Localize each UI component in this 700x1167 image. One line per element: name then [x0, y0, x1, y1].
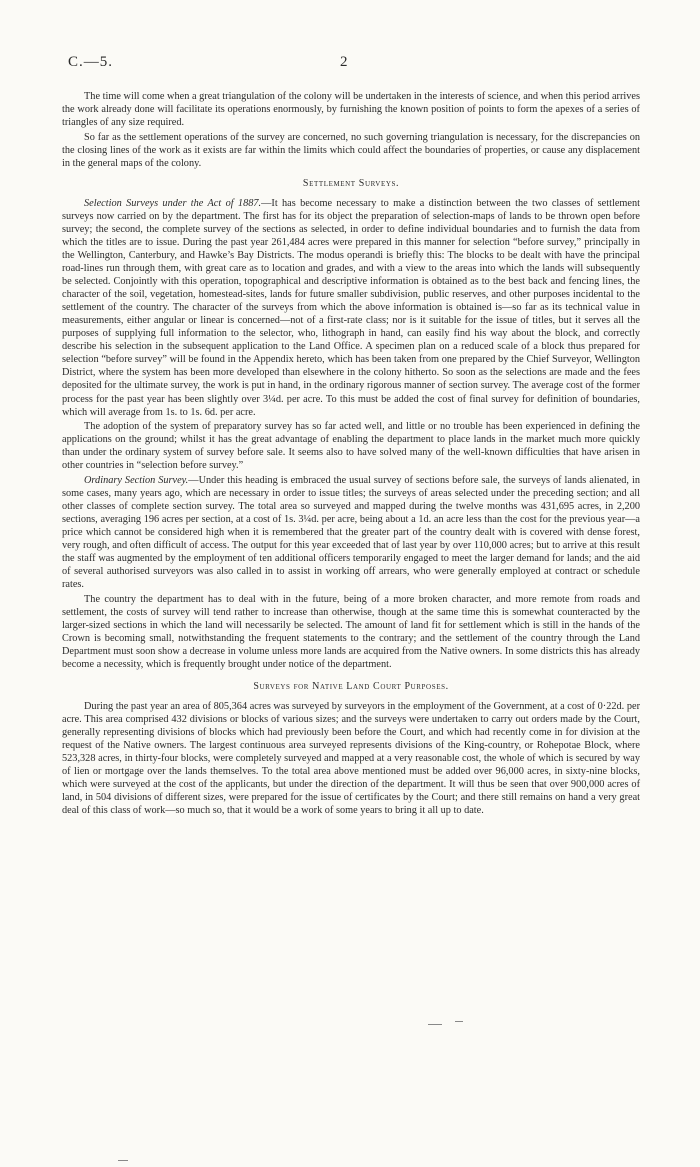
page-number: 2	[340, 54, 349, 70]
scan-mark	[118, 1160, 128, 1161]
section-heading-native-land-court: Surveys for Native Land Court Purposes.	[253, 681, 449, 693]
native-land-court-paragraph: During the past year an area of 805,364 acres was surveyed by surveyors in the employment of the Government, at a cost of 0·22d. per acre. This area comprised 432 divisions or blocks of various sizes; and the surveys were undertaken to carry out orders made by the Court, generally representing divisions of blocks which had previously been before the Court, and which had recently come in for division at the request of the Native owners. The largest continuous area surveyed represents divisions of the King-country, or Rohepotae Block, where 523,328 acres, in thirty-four blocks, were completely surveyed and mapped at a very reasonable cost, the whole of which is secured by way of lien or mortgage over the lands themselves. To the total area above mentioned must be added over 96,000 acres, in sixty-nine blocks, which were surveyed at the cost of the applicants, but under the direction of the department. It will thus be seen that over 900,000 acres of land, in 504 divisions of different sizes, were prepared for the issue of certificates by the Court; and there still remains on hand a very great deal of this class of work—so much so, that it would be a work of some years to bring it all up to date.	[62, 701, 640, 817]
section-heading-settlement-surveys: Settlement Surveys.	[302, 177, 400, 189]
scan-mark	[455, 1021, 463, 1022]
selection-surveys-paragraph	[62, 197, 640, 419]
preparatory-survey-paragraph: The adoption of the system of preparatory survey has so far acted well, and little or no trouble has been experienced in defining the applications on the ground; whilst it has the great advantage of enabling the department to place lands in the market much more quickly than under the ordinary system of survey before sale. It seems also to have solved many of the well-known difficulties that have arisen in other countries in “selection before survey.”	[62, 421, 640, 472]
paragraph-lead-selection-surveys: Selection Surveys under the Act of 1887.	[84, 197, 262, 209]
paragraph-text-selection-surveys: —It has become necessary to make a distinction between the two classes of settlement surveys now carried on by the department. The first has for its object the preparation of selection-maps of lands to be thrown open before survey; the second, the complete survey of the sections as selected, in order to define individual boundaries and to furnish the data from which the titles are to issue. During the past year 261,484 acres were prepared in this manner for selection “before survey,” principally in the Wellington, Canterbury, and Hawke’s Bay Districts. The modus operandi is briefly this: The blocks to be dealt with have the principal road-lines run through them, with great care as to location and grades, and with a view to the areas into which the lands will subsequently be selected. Conjointly with this operation, topographical and descriptive information is obtained as to the best back and fencing lines, the character of the soil, vegetation, homestead-sites, lands for future smaller subdivision, public reserves, and other purposes incidental to the settlement of the country. The character of the surveys from which the above information is obtained is—so far as its technical value in measurements, either angular or linear is concerned—not of a first-rate class; nor is it suitable for the issue of titles, but it serves all the purposes of supplying full information to the selector, who, lithograph in hand, can easily find his way about the block, and correctly describe his selection in the subsequent application to the Land Office. A specimen plan on a reduced scale of a block thus prepared for selection “before survey” will be found in the Appendix hereto, which has been taken from one prepared by the Chief Surveyor, Wellington District, where the system has been more developed than elsewhere in the colony hitherto. So soon as the selections are made and the fees deposited for the ultimate survey, the work is put in hand, in the ordinary rigorous manner of section survey. The average cost of the former process for the past year has been slightly over 3¼d. per acre. To this must be added the cost of final survey for definition of boundaries, which will average from 1s. to 1s. 6d. per acre.	[62, 197, 640, 418]
scan-mark	[428, 1024, 442, 1025]
document-body	[62, 90, 640, 819]
ordinary-section-survey-paragraph	[62, 474, 640, 591]
paragraph-text-ordinary-section-survey: —Under this heading is embraced the usual survey of sections before sale, the surveys of lands alienated, in some cases, many years ago, which are necessary in order to issue titles; the surveys of areas selected under the preceding section; and all other classes of complete section survey. The total area so surveyed and mapped during the twelve months was 431,695 acres, in 2,200 sections, averaging 196 acres per section, at a cost of 1s. 3¼d. per acre, being about a 1d. an acre less than the cost for the previous year—a price which cannot be considered high when it is remembered that the greater part of the country dealt with is covered with dense forest, very rough, and often difficult of access. The output for this year exceeded that of last year by over 110,000 acres; but to arrive at this result the staff was augmented by the employment of ten additional officers temporarily engaged to meet the larger demand for lands; and the aid of several authorised surveyors was also called in to assist in working off arrears, who were generally employed at contract or schedule rates.	[62, 474, 641, 591]
future-country-paragraph: The country the department has to deal with in the future, being of a more broken character, and more remote from roads and settlement, the costs of survey will tend rather to increase than otherwise, though at the same time this is somewhat counteracted by the larger-sized sections in which the land will necessarily be selected. The amount of land fit for settlement which is still in the hands of the Crown is becoming small, notwithstanding the frequent statements to the contrary; and the settlement of the country through the Land Department must soon show a decrease in volume unless more lands are acquired from the Native owners. In some districts this has already become a necessity, which is frequently brought under notice of the department.	[62, 593, 640, 670]
intro-paragraph-1: The time will come when a great triangulation of the colony will be undertaken in the interests of science, and when this period arrives the work already done will facilitate its operations enormously, by furnishing the known position of points to form the apexes of a series of triangles of any size required.	[62, 91, 640, 129]
document-reference: C.—5.	[68, 54, 114, 70]
paragraph-lead-ordinary-section-survey: Ordinary Section Survey.	[84, 474, 189, 486]
intro-paragraph-2: So far as the settlement operations of the survey are concerned, no such governing triangulation is necessary, for the discrepancies on the closing lines of the work as it exists are far within the limits which could affect the boundaries of properties, or cause any displacement in the general maps of the colony.	[62, 131, 640, 169]
